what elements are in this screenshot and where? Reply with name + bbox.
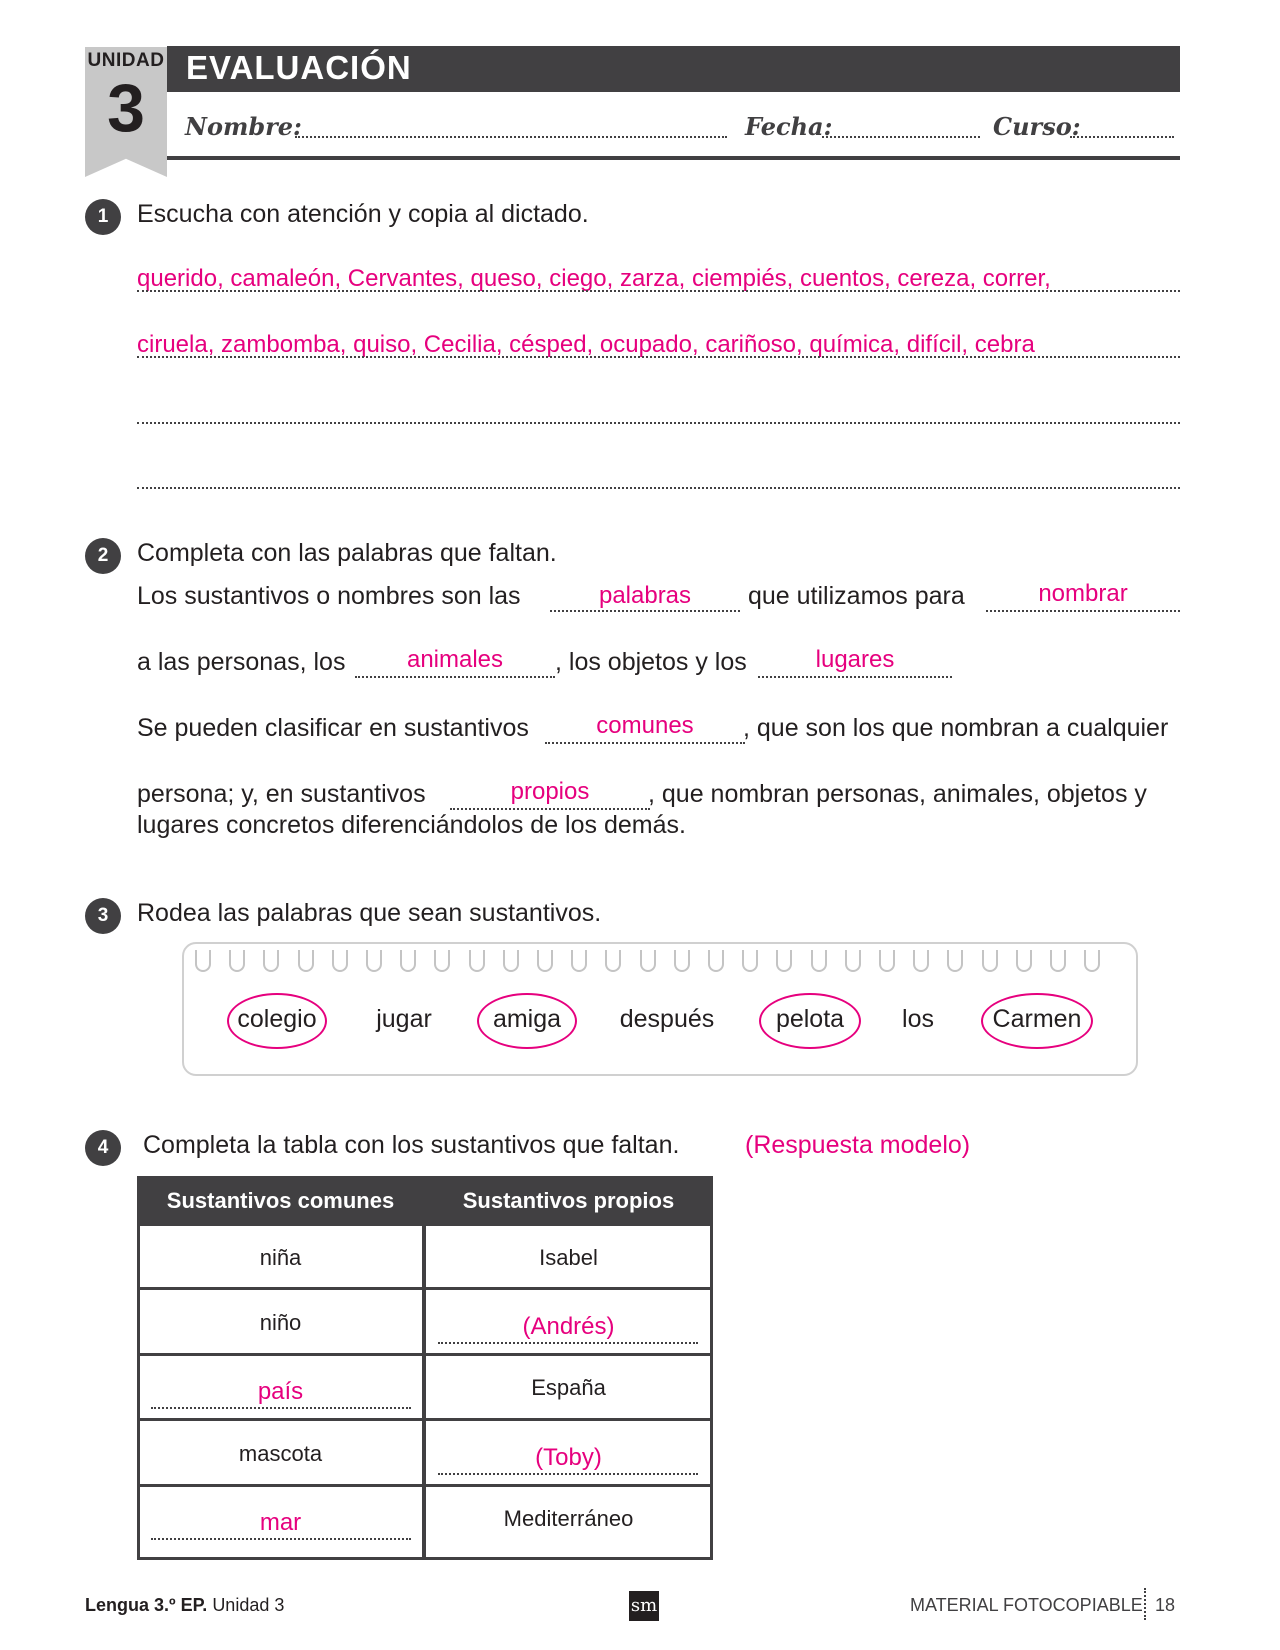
question-4-prompt: Completa la tabla con los sustantivos que faltan. [143, 1131, 680, 1159]
table-header-common: Sustantivos comunes [137, 1176, 424, 1226]
table-answer-common: país [257, 1378, 304, 1405]
dictation-answer-1: querido, camaleón, Cervantes, queso, ciego, zarza, ciempiés, cuentos, cereza, correr, [137, 265, 1051, 292]
dictation-answer-2: ciruela, zambomba, quiso, Cecilia, césped, ocupado, cariñoso, química, difícil, cebra [137, 331, 1035, 358]
course-label: Curso: [993, 112, 1081, 141]
word-pelota[interactable]: pelota [775, 1005, 845, 1033]
page-number: 18 [1155, 1595, 1176, 1615]
unit-number: 3 [107, 70, 145, 146]
model-answer-note: (Respuesta modelo) [745, 1131, 971, 1159]
publisher-logo: sm [629, 1591, 659, 1621]
table-blank-proper[interactable] [438, 1342, 698, 1344]
notepad-ring [332, 950, 348, 972]
footer-subject: Lengua 3.º EP. [85, 1595, 208, 1615]
question-2-prompt: Completa con las palabras que faltan. [137, 539, 557, 567]
q2-blank-1[interactable] [550, 610, 740, 612]
date-field[interactable] [822, 136, 980, 138]
dictation-line-2[interactable] [137, 356, 1180, 358]
notepad-ring [605, 950, 621, 972]
notepad-ring [366, 950, 382, 972]
notepad-ring [263, 950, 279, 972]
q2-blank-6[interactable] [450, 808, 650, 810]
table-row-divider [137, 1418, 713, 1421]
q2-text-4: , los objetos y los [555, 648, 747, 676]
table-row-divider [137, 1484, 713, 1487]
notepad-ring [879, 950, 895, 972]
q2-text-9: lugares concretos diferenciándolos de los demás. [137, 811, 686, 839]
notepad-ring [195, 950, 211, 972]
word-jugar[interactable]: jugar [376, 1005, 432, 1033]
table-cell-common: niño [259, 1310, 302, 1335]
q2-answer-5: comunes [596, 712, 694, 739]
question-2-number: 2 [85, 538, 121, 574]
table-answer-proper: (Toby) [535, 1444, 602, 1471]
q2-text-3: a las personas, los [137, 648, 346, 676]
dictation-line-4[interactable] [137, 487, 1180, 489]
question-4-number: 4 [85, 1130, 121, 1166]
word-amiga[interactable]: amiga [492, 1005, 562, 1033]
notepad-ring [469, 950, 485, 972]
q2-answer-3: animales [406, 646, 504, 673]
footer-unit: Unidad 3 [212, 1595, 285, 1615]
q2-answer-1: palabras [598, 582, 692, 609]
notepad-ring [1050, 950, 1066, 972]
notepad-ring [1084, 950, 1100, 972]
table-cell-common: mascota [238, 1441, 323, 1466]
q2-blank-5[interactable] [545, 742, 745, 744]
q2-text-7: persona; y, en sustantivos [137, 780, 426, 808]
unit-label: UNIDAD [87, 50, 165, 71]
question-3-prompt: Rodea las palabras que sean sustantivos. [137, 899, 602, 927]
table-header-proper: Sustantivos propios [424, 1176, 713, 1226]
q2-text-2: que utilizamos para [748, 582, 965, 610]
name-label: Nombre: [185, 112, 302, 141]
table-cell-proper: Isabel [539, 1245, 598, 1270]
date-label: Fecha: [745, 112, 833, 141]
table-cell-proper: Mediterráneo [503, 1506, 634, 1531]
table-blank-common[interactable] [151, 1538, 411, 1540]
notepad-ring [298, 950, 314, 972]
table-answer-proper: (Andrés) [522, 1313, 615, 1340]
notepad-ring [913, 950, 929, 972]
header-rule [167, 156, 1180, 160]
word-los[interactable]: los [902, 1005, 934, 1033]
q2-blank-4[interactable] [758, 676, 952, 678]
page-title: EVALUACIÓN [186, 49, 412, 86]
table-row-divider [137, 1287, 713, 1290]
word-despues[interactable]: después [619, 1005, 715, 1033]
q2-text-1: Los sustantivos o nombres son las [137, 582, 521, 610]
word-carmen[interactable]: Carmen [992, 1005, 1082, 1033]
footer-separator [1144, 1588, 1146, 1620]
notepad-ring [742, 950, 758, 972]
q2-text-8: , que nombran personas, animales, objetos y [648, 780, 1147, 808]
notepad-ring [708, 950, 724, 972]
question-1-number: 1 [85, 199, 121, 235]
table-cell-proper: España [531, 1375, 606, 1400]
footer-material: MATERIAL FOTOCOPIABLE [910, 1595, 1143, 1615]
q2-answer-2: nombrar [1038, 580, 1128, 607]
table-row-divider [137, 1353, 713, 1356]
notepad-ring [811, 950, 827, 972]
question-3-number: 3 [85, 898, 121, 934]
notepad-ring [640, 950, 656, 972]
notepad-ring [571, 950, 587, 972]
table-cell-common: niña [259, 1245, 302, 1270]
q2-blank-3[interactable] [355, 676, 555, 678]
notepad-ring [400, 950, 416, 972]
name-field[interactable] [295, 136, 727, 138]
dictation-line-3[interactable] [137, 422, 1180, 424]
notepad-ring [845, 950, 861, 972]
table-answer-common: mar [259, 1509, 302, 1536]
notepad-ring [982, 950, 998, 972]
question-1-prompt: Escucha con atención y copia al dictado. [137, 200, 589, 228]
table-blank-proper[interactable] [438, 1473, 698, 1475]
notepad-ring [503, 950, 519, 972]
dictation-line-1[interactable] [137, 290, 1180, 292]
notepad-ring [1016, 950, 1032, 972]
table-blank-common[interactable] [151, 1407, 411, 1409]
q2-text-5: Se pueden clasificar en sustantivos [137, 714, 529, 742]
q2-answer-6: propios [510, 778, 590, 805]
notepad-ring [229, 950, 245, 972]
notepad-ring [776, 950, 792, 972]
notepad-ring [434, 950, 450, 972]
table-column-divider [422, 1176, 426, 1560]
notepad-ring [947, 950, 963, 972]
q2-blank-2[interactable] [986, 610, 1180, 612]
q2-answer-4: lugares [815, 646, 895, 673]
course-field[interactable] [1070, 136, 1174, 138]
word-colegio[interactable]: colegio [237, 1005, 317, 1033]
footer-course [85, 1595, 284, 1616]
notepad-ring [537, 950, 553, 972]
q2-text-6: , que son los que nombran a cualquier [743, 714, 1169, 742]
notepad-ring [674, 950, 690, 972]
